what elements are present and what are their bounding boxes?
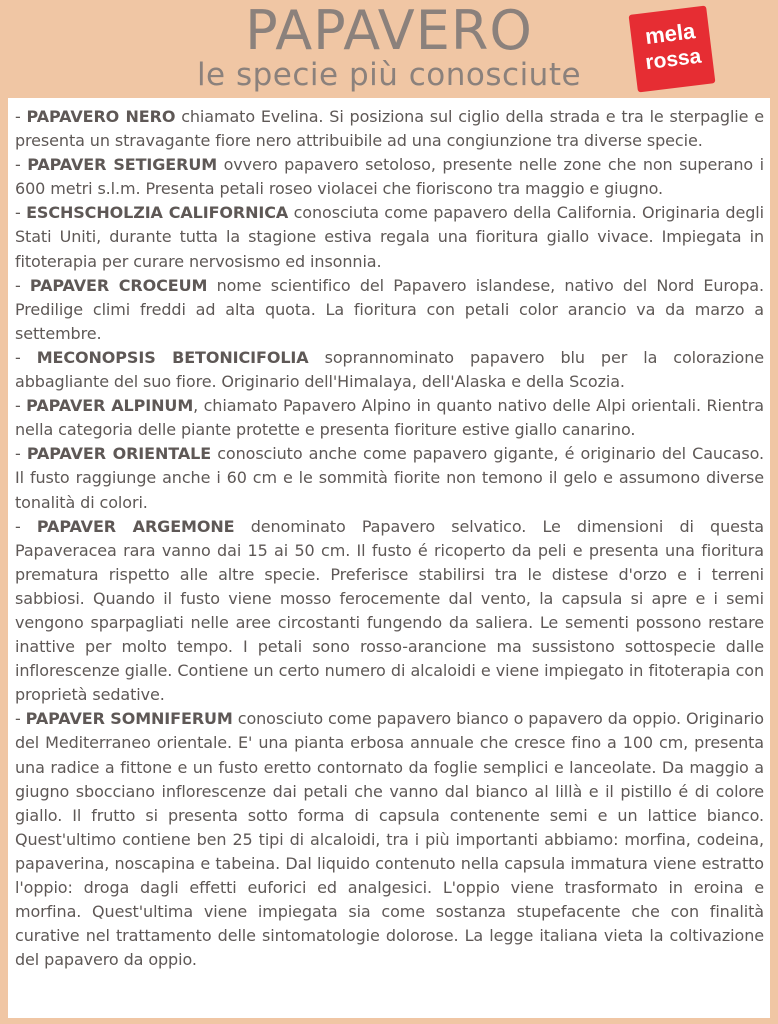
page-subtitle: le specie più conosciute xyxy=(196,57,582,93)
species-name: PAPAVER SETIGERUM xyxy=(27,155,218,175)
logo-text-line2: rossa xyxy=(644,44,703,75)
entry-prefix: - xyxy=(15,275,30,295)
species-description: , chiamato Papavero Alpino in quanto nativo delle Alpi orientali. Rientra nella categoria delle piante protette e presenta fioriture estive giallo canarino. xyxy=(15,396,764,440)
species-description: soprannominato papavero blu per la colorazione abbagliante del suo fiore. Originario dell'Himalaya, dell'Alaska e della Scozia. xyxy=(15,347,765,392)
entry-prefix: - xyxy=(15,396,27,416)
species-entry xyxy=(15,515,764,708)
entry-prefix: - xyxy=(15,347,37,367)
species-description: nome scientifico del Papavero islandese, nativo del Nord Europa. Predilige climi freddi ad alta quota. La fioritura con petali color arancio va da marzo a settembre. xyxy=(15,275,764,343)
species-list-panel xyxy=(8,98,770,1018)
species-description: chiamato Evelina. Si posiziona sul ciglio della strada e tra le sterpaglie e presenta un stravagante fiore nero attribuibile ad una congiunzione tra diverse specie. xyxy=(15,107,764,151)
species-description: conosciuta come papavero della California. Originaria degli Stati Uniti, durante tutta la stagione estiva regala una fioritura giallo vivace. Impiegata in fitoterapia per curare nervosismo ed insonnia. xyxy=(15,203,764,271)
logo-text-line1: mela xyxy=(643,18,697,50)
entry-prefix: - xyxy=(15,709,26,729)
species-name: ESCHSCHOLZIA CALIFORNICA xyxy=(26,203,289,223)
species-name: PAPAVER ALPINUM xyxy=(26,396,194,416)
species-description: conosciuto anche come papavero gigante, é originario del Caucaso. Il fusto raggiunge anche i 60 cm e le sommità fiorite non temono il gelo e assumono diverse tonalità di colori. xyxy=(15,444,764,512)
species-description: conosciuto come papavero bianco o papavero da oppio. Originario del Mediterraneo orientale. E' una pianta erbosa annuale che cresce fino a 100 cm, presenta una radice a fittone e un fusto eretto contornato da foglie semplici e lanceolate. Da maggio a giugno sbocciano inflorescenze dai petali che vanno dal bianco al lillà e il pistillo é di colore giallo. Il frutto si presenta sotto forma di capsula contenente semi e un lattice bianco. Quest'ultimo contiene ben 25 tipi di alcaloidi, tra i più importanti abbiamo: morfina, codeina, papaverina, noscapina e tabeina. Dal liquido contenuto nella capsula immatura viene estratto l'oppio: droga dagli effetti euforici ed analgesici. L'oppio viene trasformato in eroina e morfina. Quest'ultima viene impiegata sia come sostanza stupefacente che con finalità curative nel trattamento delle sintomatologie dolorose. La legge italiana vieta la coltivazione del papavero da oppio. xyxy=(15,709,764,970)
header xyxy=(0,0,778,100)
species-name: PAPAVER ARGEMONE xyxy=(36,516,235,536)
page-title: PAPAVERO xyxy=(245,0,533,62)
species-entry xyxy=(15,201,764,273)
entry-prefix: - xyxy=(15,516,37,536)
species-name: PAPAVER CROCEUM xyxy=(29,275,208,295)
entry-prefix: - xyxy=(15,155,28,175)
species-entry xyxy=(15,153,764,201)
species-name: PAPAVERO NERO xyxy=(26,107,176,126)
species-name: PAPAVER ORIENTALE xyxy=(26,444,212,464)
species-name: PAPAVER SOMNIFERUM xyxy=(25,709,233,729)
entry-prefix: - xyxy=(15,444,27,464)
species-entry xyxy=(15,394,764,442)
species-entry xyxy=(15,442,764,514)
melarossa-logo[interactable] xyxy=(629,6,716,93)
species-entry xyxy=(15,105,764,153)
entry-prefix: - xyxy=(15,107,27,126)
species-description: ovvero papavero setoloso, presente nelle zone che non superano i 600 metri s.l.m. Presenta petali roseo violacei che fioriscono tra maggio e giugno. xyxy=(15,155,764,199)
species-entry xyxy=(15,346,764,394)
species-name: MECONOPSIS BETONICIFOLIA xyxy=(36,347,309,367)
species-description: denominato Papavero selvatico. Le dimensioni di questa Papaveracea rara vanno dai 15 ai 50 cm. Il fusto é ricoperto da peli e presenta una fioritura prematura rispetto alle altre specie. Preferisce stabilirsi tra le distese d'orzo e i terreni sabbiosi. Quando il fusto viene mosso ferocemente dal vento, la capsula si apre e i semi vengono sparpagliati nelle aree circostanti fungendo da saliera. Le sementi possono restare inattive per molto tempo. I petali sono rosso-arancione ma sussistono sottospecie dalle inflorescenze gialle. Contiene un certo numero di alcaloidi e viene impiegato in fitoterapia con proprietà sedative. xyxy=(15,516,764,705)
entry-prefix: - xyxy=(15,203,27,223)
species-entry xyxy=(15,274,764,346)
species-entry xyxy=(15,707,764,972)
